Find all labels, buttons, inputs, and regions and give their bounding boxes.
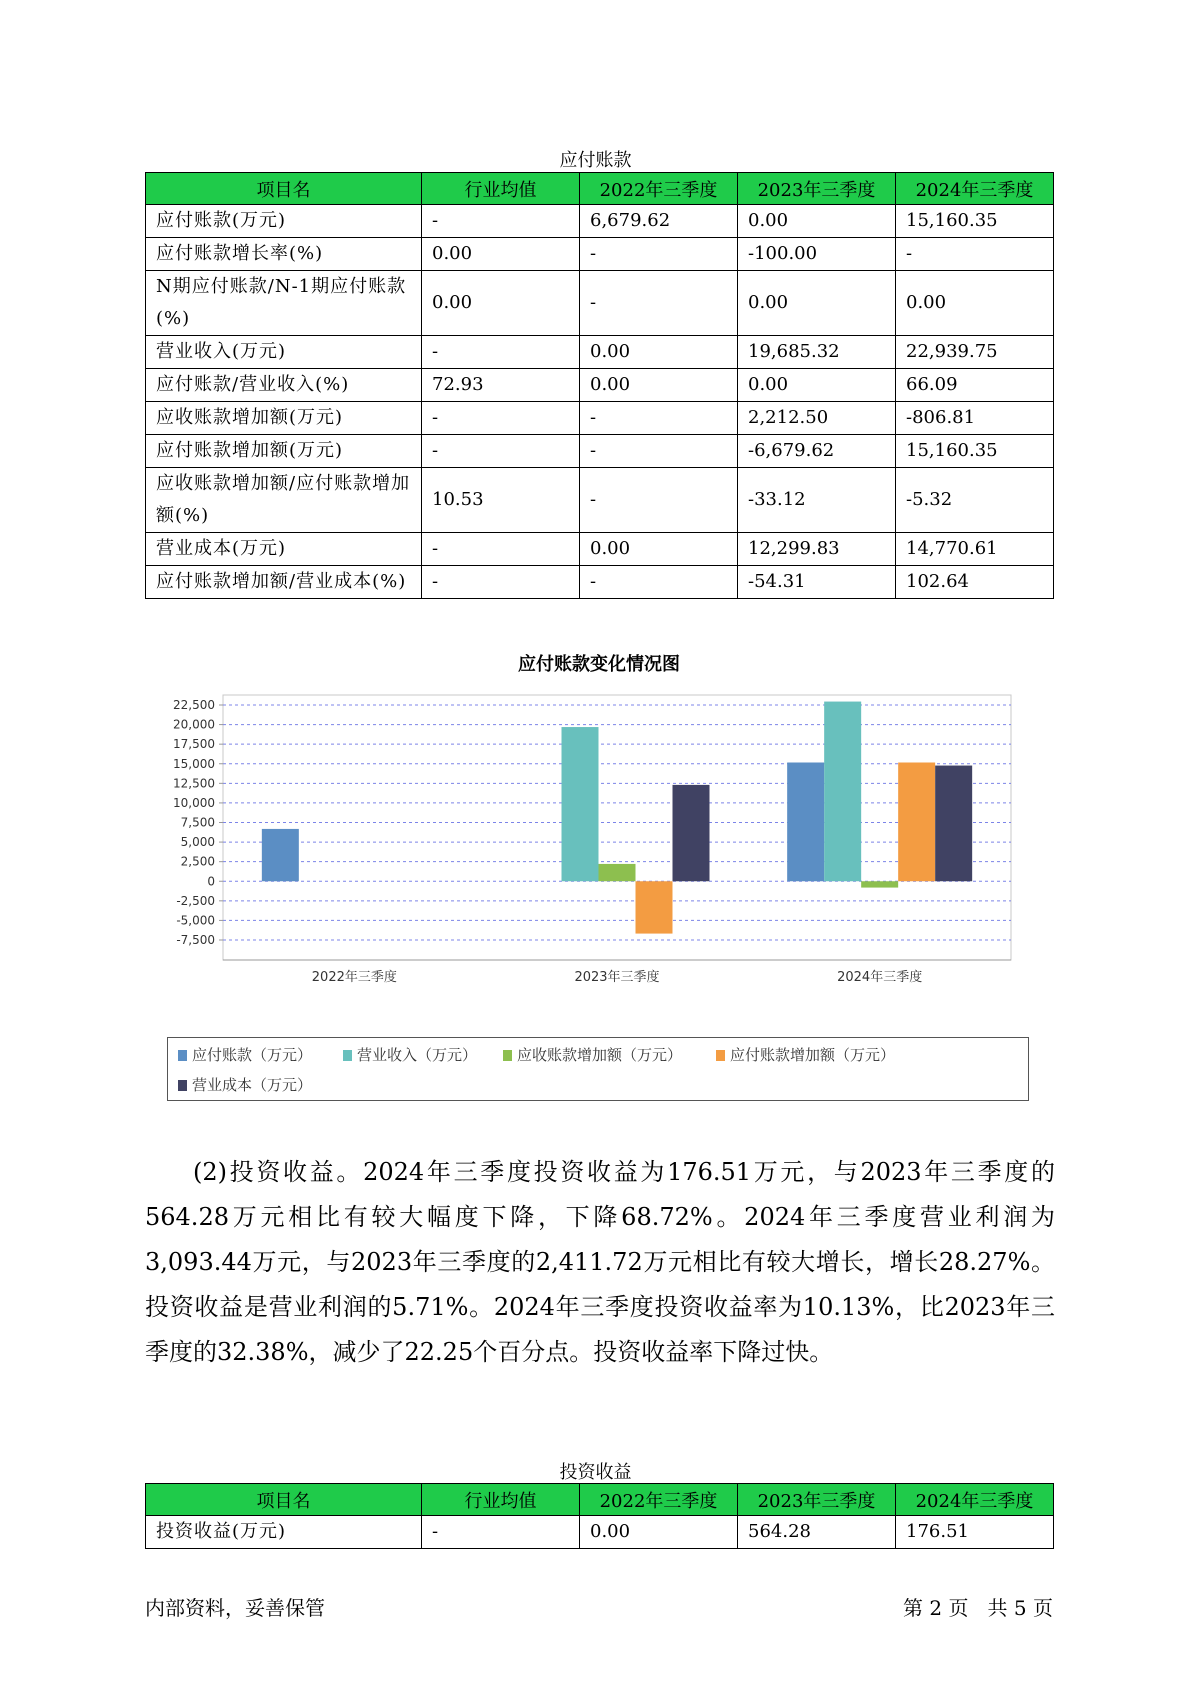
header-cell: 行业均值 [422, 173, 580, 205]
row-label: 应付账款增长率(%) [146, 238, 422, 271]
header-cell: 2022年三季度 [580, 1484, 738, 1516]
table-cell: 176.51 [896, 1516, 1054, 1549]
table-cell: - [422, 205, 580, 238]
legend-label: 营业成本（万元） [192, 1076, 313, 1094]
table-cell: 0.00 [580, 336, 738, 369]
table-cell: 0.00 [738, 369, 896, 402]
footer-page-number: 第 2 页 共 5 页 [903, 1596, 1053, 1620]
table-cell: 14,770.61 [896, 533, 1054, 566]
header-cell: 行业均值 [422, 1484, 580, 1516]
legend-swatch [343, 1050, 352, 1061]
y-tick-label: 0 [207, 874, 215, 889]
table-row [146, 369, 1054, 402]
legend-label: 应付账款（万元） [192, 1046, 313, 1064]
table-row [146, 468, 1054, 533]
table-cell: - [580, 271, 738, 336]
table-cell: -100.00 [738, 238, 896, 271]
table-cell: - [580, 238, 738, 271]
header-cell: 2023年三季度 [738, 1484, 896, 1516]
header-cell: 2023年三季度 [738, 173, 896, 205]
legend-label: 应付账款增加额（万元） [730, 1046, 896, 1064]
bar [636, 881, 673, 933]
table-row [146, 205, 1054, 238]
table-row [146, 566, 1054, 599]
table-cell: -6,679.62 [738, 435, 896, 468]
bar [562, 727, 599, 881]
table-cell: - [422, 336, 580, 369]
investment-income-paragraph [145, 1150, 1055, 1375]
chart-title: 应付账款变化情况图 [518, 654, 680, 675]
table-cell: 19,685.32 [738, 336, 896, 369]
table-header-row [146, 173, 1054, 205]
table-cell: 0.00 [580, 1516, 738, 1549]
table-cell: 12,299.83 [738, 533, 896, 566]
plot-frame [223, 695, 1011, 960]
row-label: 应收账款增加额(万元) [146, 402, 422, 435]
table-row [146, 435, 1054, 468]
table-row [146, 238, 1054, 271]
table-cell: -54.31 [738, 566, 896, 599]
table-row [146, 402, 1054, 435]
y-tick-label: 15,000 [173, 756, 215, 771]
y-tick-label: -7,500 [176, 933, 215, 947]
footer-left: 内部资料，妥善保管 [145, 1596, 325, 1620]
legend-label: 营业收入（万元） [357, 1046, 478, 1064]
table-cell: - [580, 435, 738, 468]
row-label: 应收账款增加额/应付账款增加额(%) [146, 468, 422, 533]
bar [599, 864, 636, 881]
table-cell: 22,939.75 [896, 336, 1054, 369]
bar [824, 702, 861, 882]
header-cell: 2022年三季度 [580, 173, 738, 205]
table-cell: 15,160.35 [896, 205, 1054, 238]
table2-caption: 投资收益 [559, 1462, 632, 1483]
table-cell: 0.00 [580, 369, 738, 402]
table-cell: - [580, 402, 738, 435]
header-cell: 项目名 [146, 173, 422, 205]
legend-item [503, 1044, 682, 1065]
table-cell: 10.53 [422, 468, 580, 533]
chart-legend [167, 1037, 1029, 1101]
header-cell: 项目名 [146, 1484, 422, 1516]
table-row [146, 533, 1054, 566]
row-label: 应付账款增加额/营业成本(%) [146, 566, 422, 599]
row-label: N期应付账款/N-1期应付账款(%) [146, 271, 422, 336]
table-cell: - [422, 533, 580, 566]
accounts-payable-table [145, 172, 1054, 599]
y-tick-label: 10,000 [173, 795, 215, 810]
bar [935, 766, 972, 882]
bar [861, 881, 898, 887]
y-tick-label: 2,500 [180, 854, 215, 869]
row-label: 应付账款(万元) [146, 205, 422, 238]
table-cell: 0.00 [422, 271, 580, 336]
table-cell: 66.09 [896, 369, 1054, 402]
table-cell: 0.00 [580, 533, 738, 566]
table1-caption: 应付账款 [559, 150, 632, 171]
row-label: 营业收入(万元) [146, 336, 422, 369]
y-tick-label: -2,500 [176, 893, 215, 908]
table-cell: 2,212.50 [738, 402, 896, 435]
bar [787, 762, 824, 881]
table-cell: 0.00 [738, 271, 896, 336]
table-cell: - [422, 566, 580, 599]
table-cell: - [422, 435, 580, 468]
paragraph-text: (2)投资收益。2024年三季度投资收益为176.51万元，与2023年三季度的564.28万元相比有较大幅度下降，下降68.72%。2024年三季度营业利润为3,093.44万元，与2023年三季度的2,411.72万元相比有较大增长，增长28.27%。投资收益是营业利润的5.71%。2024年三季度投资收益率为10.13%，比2023年三季度的32.38%，减少了22.25个百分点。投资收益率下降过快。 [145, 1158, 1055, 1366]
legend-item [716, 1044, 895, 1065]
table-cell: 6,679.62 [580, 205, 738, 238]
table-cell: - [580, 566, 738, 599]
payables-chart [145, 650, 1053, 1110]
row-label: 应付账款/营业收入(%) [146, 369, 422, 402]
x-tick-label: 2024年三季度 [837, 970, 923, 985]
table-cell: - [896, 238, 1054, 271]
row-label: 营业成本(万元) [146, 533, 422, 566]
table-cell: 102.64 [896, 566, 1054, 599]
table-header-row [146, 1484, 1054, 1516]
bar [673, 785, 710, 881]
table-cell: -806.81 [896, 402, 1054, 435]
table-cell: 15,160.35 [896, 435, 1054, 468]
y-tick-label: 12,500 [173, 776, 215, 791]
header-cell: 2024年三季度 [896, 1484, 1054, 1516]
y-tick-label: 5,000 [180, 835, 215, 850]
table-cell: 564.28 [738, 1516, 896, 1549]
bar [262, 829, 299, 881]
y-tick-label: 7,500 [180, 815, 215, 830]
table-cell: 0.00 [896, 271, 1054, 336]
table-row [146, 1516, 1054, 1549]
table-cell: - [422, 402, 580, 435]
legend-swatch [178, 1050, 187, 1061]
y-tick-label: 22,500 [173, 698, 215, 712]
table-row [146, 336, 1054, 369]
bar-chart-svg [145, 690, 1053, 1030]
y-tick-label: 17,500 [173, 737, 215, 752]
bar [898, 762, 935, 881]
legend-label: 应收账款增加额（万元） [517, 1046, 683, 1064]
y-tick-label: 20,000 [173, 717, 215, 732]
table-cell: 0.00 [738, 205, 896, 238]
table-cell: - [580, 468, 738, 533]
legend-swatch [178, 1080, 187, 1091]
row-label: 投资收益(万元) [146, 1516, 422, 1549]
x-tick-label: 2022年三季度 [311, 970, 397, 985]
table-cell: -33.12 [738, 468, 896, 533]
table-row [146, 271, 1054, 336]
table-cell: - [422, 1516, 580, 1549]
row-label: 应付账款增加额(万元) [146, 435, 422, 468]
legend-swatch [716, 1050, 725, 1061]
header-cell: 2024年三季度 [896, 173, 1054, 205]
y-tick-label: -5,000 [176, 913, 215, 928]
table-cell: -5.32 [896, 468, 1054, 533]
legend-swatch [503, 1050, 512, 1061]
investment-income-table [145, 1483, 1054, 1549]
legend-item [343, 1044, 477, 1065]
legend-item [178, 1074, 312, 1095]
table-cell: 0.00 [422, 238, 580, 271]
legend-item [178, 1044, 312, 1065]
x-tick-label: 2023年三季度 [574, 970, 660, 985]
table-cell: 72.93 [422, 369, 580, 402]
